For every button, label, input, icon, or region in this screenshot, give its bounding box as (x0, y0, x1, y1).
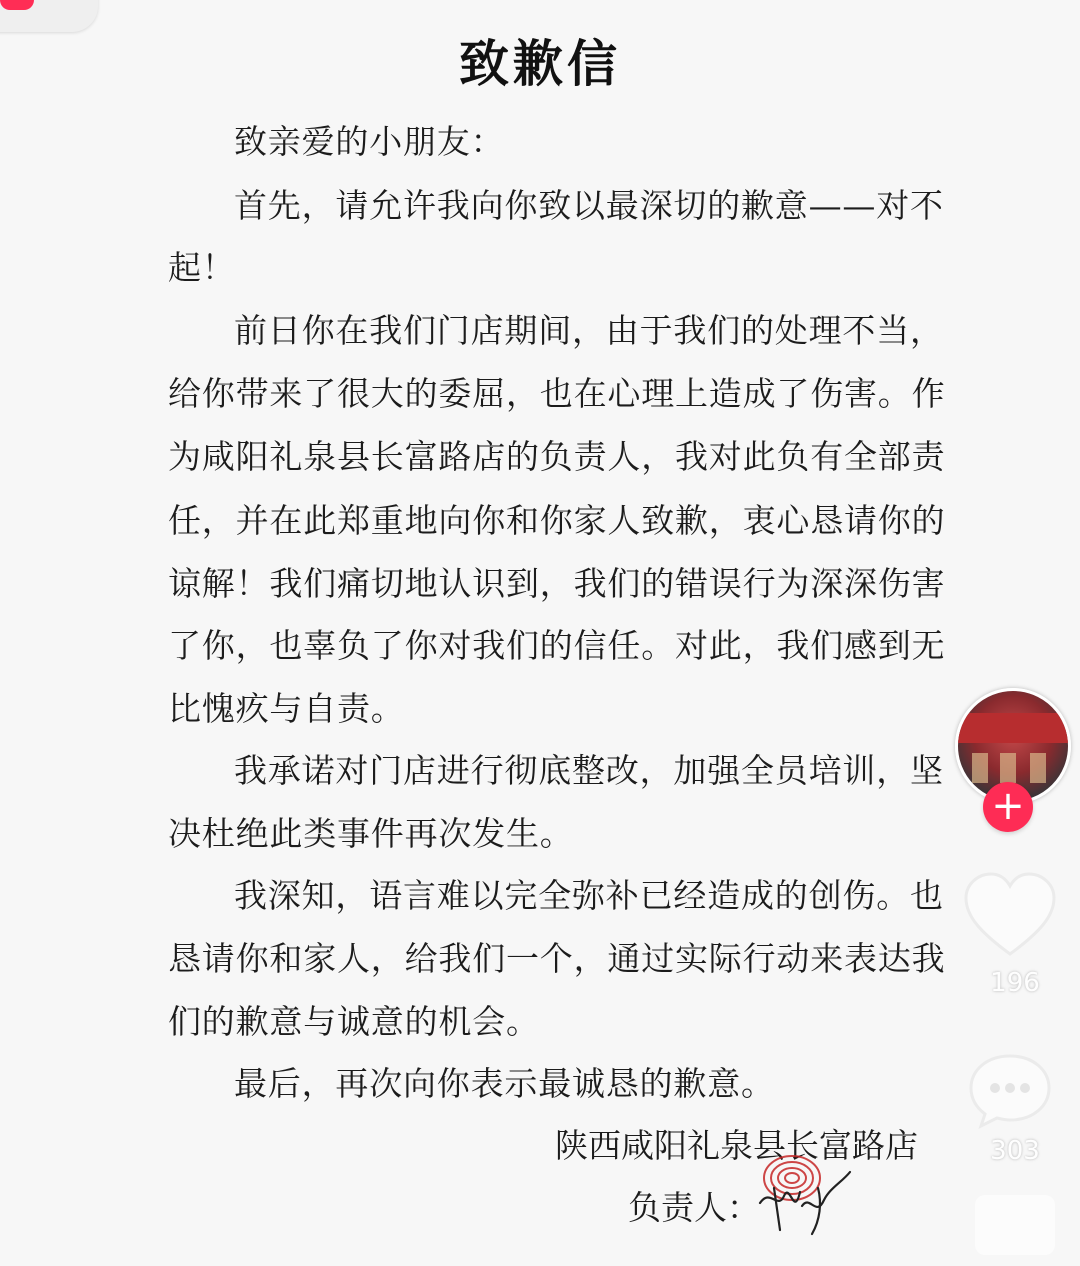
letter-line: 谅解！我们痛切地认识到，我们的错误行为深深伤害 (168, 564, 946, 603)
letter-line: 我承诺对门店进行彻底整改，加强全员培训，坚 (234, 751, 944, 790)
letter-line: 恳请你和家人，给我们一个，通过实际行动来表达我 (168, 939, 946, 978)
avatar-window (1030, 753, 1046, 783)
share-button[interactable] (975, 1195, 1055, 1255)
avatar-storefront-sign (958, 713, 1068, 743)
signature-store: 陕西咸阳礼泉县长富路店 (555, 1126, 918, 1165)
letter-line: 为咸阳礼泉县长富路店的负责人，我对此负有全部责 (168, 437, 946, 476)
letter-line: 任，并在此郑重地向你和你家人致歉，衷心恳请你的 (168, 501, 946, 540)
fingerprint-seal-icon (750, 1148, 860, 1238)
letter-line: 决杜绝此类事件再次发生。 (168, 814, 574, 853)
comment-icon[interactable] (965, 1050, 1055, 1130)
letter-line: 比愧疚与自责。 (168, 689, 405, 728)
signature-person-label: 负责人： (628, 1188, 760, 1227)
avatar-window (1000, 753, 1016, 783)
top-left-tab-accent (0, 0, 34, 10)
like-count: 196 (990, 968, 1040, 998)
letter-greeting: 致亲爱的小朋友： (234, 122, 505, 161)
comment-count: 303 (990, 1136, 1040, 1166)
letter-line: 起！ (168, 248, 236, 287)
letter-title: 致歉信 (459, 34, 621, 93)
follow-button[interactable]: + (983, 782, 1033, 832)
letter-line: 最后，再次向你表示最诚恳的歉意。 (234, 1064, 775, 1103)
letter-line: 我深知，语言难以完全弥补已经造成的创伤。也 (234, 876, 944, 915)
letter-line: 前日你在我们门店期间，由于我们的处理不当， (234, 311, 944, 350)
letter-line: 首先，请允许我向你致以最深切的歉意——对不 (234, 186, 944, 225)
heart-icon[interactable] (960, 870, 1060, 960)
letter-line: 了你，也辜负了你对我们的信任。对此，我们感到无 (168, 626, 946, 665)
avatar-window (972, 753, 988, 783)
letter-line: 们的歉意与诚意的机会。 (168, 1002, 540, 1041)
letter-line: 给你带来了很大的委屈，也在心理上造成了伤害。作 (168, 374, 946, 413)
